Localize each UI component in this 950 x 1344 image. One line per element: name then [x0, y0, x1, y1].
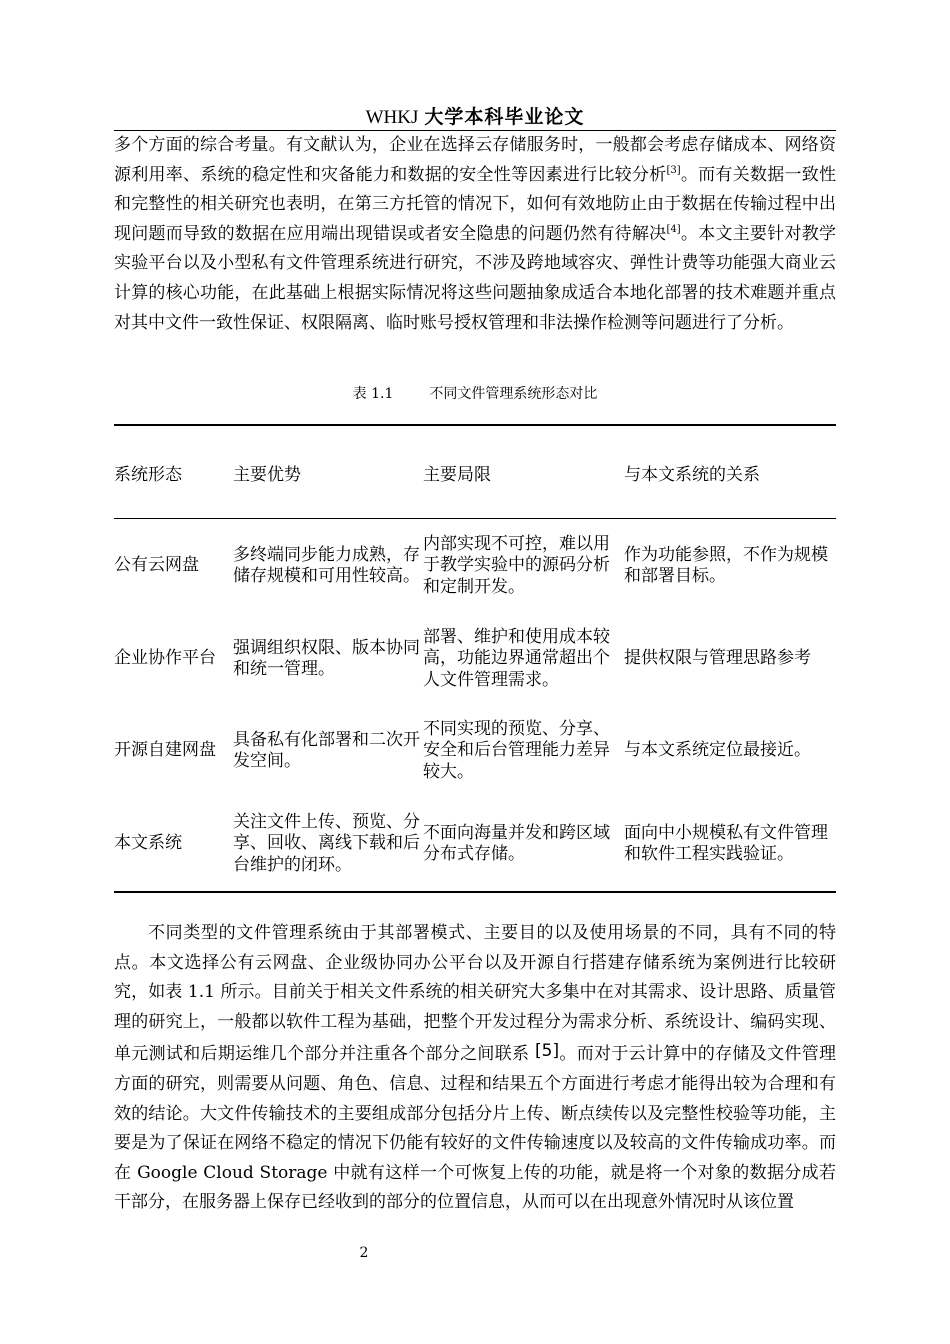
- table-header-cell: 主要优势: [233, 464, 301, 485]
- table-cell: 不面向海量并发和跨区域分布式存储。: [423, 822, 610, 864]
- table-header-row: [114, 425, 836, 519]
- page-number: 2: [359, 1245, 369, 1261]
- table-header-cell: 与本文系统的关系: [624, 464, 760, 485]
- table-header-cell: 主要局限: [423, 464, 491, 485]
- table-cell: 面向中小规模私有文件管理和软件工程实践验证。: [624, 822, 828, 864]
- table-cell: 作为功能参照，不作为规模和部署目标。: [624, 544, 828, 586]
- table-row: [114, 797, 836, 892]
- table-cell: 不同实现的预览、分享、安全和后台管理能力差异较大。: [423, 718, 610, 782]
- paragraph-text: 。而对于云计算中的存储及文件管理方面的研究，则需要从问题、角色、信息、过程和结果五个方面进行考虑才能得出较为合理和有效的结论。大文件传输技术的主要组成部分包括分片上传、断点续传以及完整性校验等功能，主要是为了保证在网络不稳定的情况下仍能有较好的文件传输速度以及较高的文件传输成功率。而在 Google Cloud Storage 中就有这样一个可恢复上传的功能，就是将一个对象的数据分成若干部分，在服务器上保存已经收到的部分的位置信息，从而可以在出现意外情况时从该位置: [114, 1044, 837, 1213]
- page-header: [114, 104, 836, 131]
- table-caption-title: 不同文件管理系统形态对比: [429, 386, 598, 402]
- comparison-table-wrapper: [114, 424, 836, 893]
- body-paragraph-1: [114, 131, 836, 338]
- table-cell: 提供权限与管理思路参考: [624, 648, 811, 669]
- table-cell: 多终端同步能力成熟，存储存规模和可用性较高。: [233, 544, 420, 586]
- table-cell: 本文系统: [114, 833, 182, 854]
- table-caption-number: 表 1.1: [352, 386, 394, 402]
- paragraph-text: 。而有关数据一致性和完整性的相关研究也表明，在第三方托管的情况下，如何有效地防止由于数据在传输过程中出现问题而导致的数据在应用端出现错误或者安全隐患的问题仍然有待解决: [114, 164, 837, 244]
- table-row: [114, 705, 836, 797]
- body-paragraph-2: [114, 919, 836, 1218]
- table-row: [114, 519, 836, 614]
- table-cell: 部署、维护和使用成本较高，功能边界通常超出个人文件管理需求。: [423, 626, 610, 690]
- table-cell: 开源自建网盘: [114, 740, 216, 761]
- citation-ref: [3]: [666, 164, 681, 176]
- table-caption: [114, 384, 836, 404]
- header-thesis-title: 大学本科毕业论文: [424, 106, 585, 128]
- table-header-cell: 系统形态: [114, 464, 182, 485]
- table-cell: 公有云网盘: [114, 555, 199, 576]
- table-cell: 具备私有化部署和二次开发空间。: [233, 729, 420, 771]
- table-cell: 关注文件上传、预览、分享、回收、离线下载和后台维护的闭环。: [233, 811, 420, 875]
- table-row: [114, 613, 836, 705]
- table-cell: 与本文系统定位最接近。: [624, 740, 811, 761]
- paragraph-text: 不同类型的文件管理系统由于其部署模式、主要目的以及使用场景的不同，具有不同的特点。本文选择公有云网盘、企业级协同办公平台以及开源自行搭建存储系统为案例进行比较研究，如表 1.1 所示。目前关于相关文件系统的相关研究大多集中在对其需求、设计思路、质量管理的研究上，一般都以软件工程为基础，把整个开发过程分为需求分析、系统设计、编码实现、单元测试和后期运维几个部分并注重各个部分之间联系: [114, 923, 836, 1065]
- citation-ref: [5]: [535, 1041, 560, 1062]
- header-university-code: WHKJ: [365, 107, 419, 128]
- citation-ref: [4]: [666, 223, 681, 235]
- table-cell: 内部实现不可控，难以用于教学实验中的源码分析和定制开发。: [423, 533, 610, 597]
- table-cell: 强调组织权限、版本协同和统一管理。: [233, 637, 420, 679]
- paragraph-text: 。本文主要针对教学实验平台以及小型私有文件管理系统进行研究，不涉及跨地域容灾、弹性计费等功能强大商业云计算的核心功能，在此基础上根据实际情况将这些问题抽象成适合本地化部署的技术难题并重点对其中文件一致性保证、权限隔离、临时账号授权管理和非法操作检测等问题进行了分析。: [114, 223, 837, 333]
- table-cell: 企业协作平台: [114, 648, 216, 669]
- paragraph-text: 多个方面的综合考量。有文献认为，企业在选择云存储服务时，一般都会考虑存储成本、网络资源利用率、系统的稳定性和灾备能力和数据的安全性等因素进行比较分析: [114, 135, 836, 185]
- comparison-table: [114, 424, 836, 893]
